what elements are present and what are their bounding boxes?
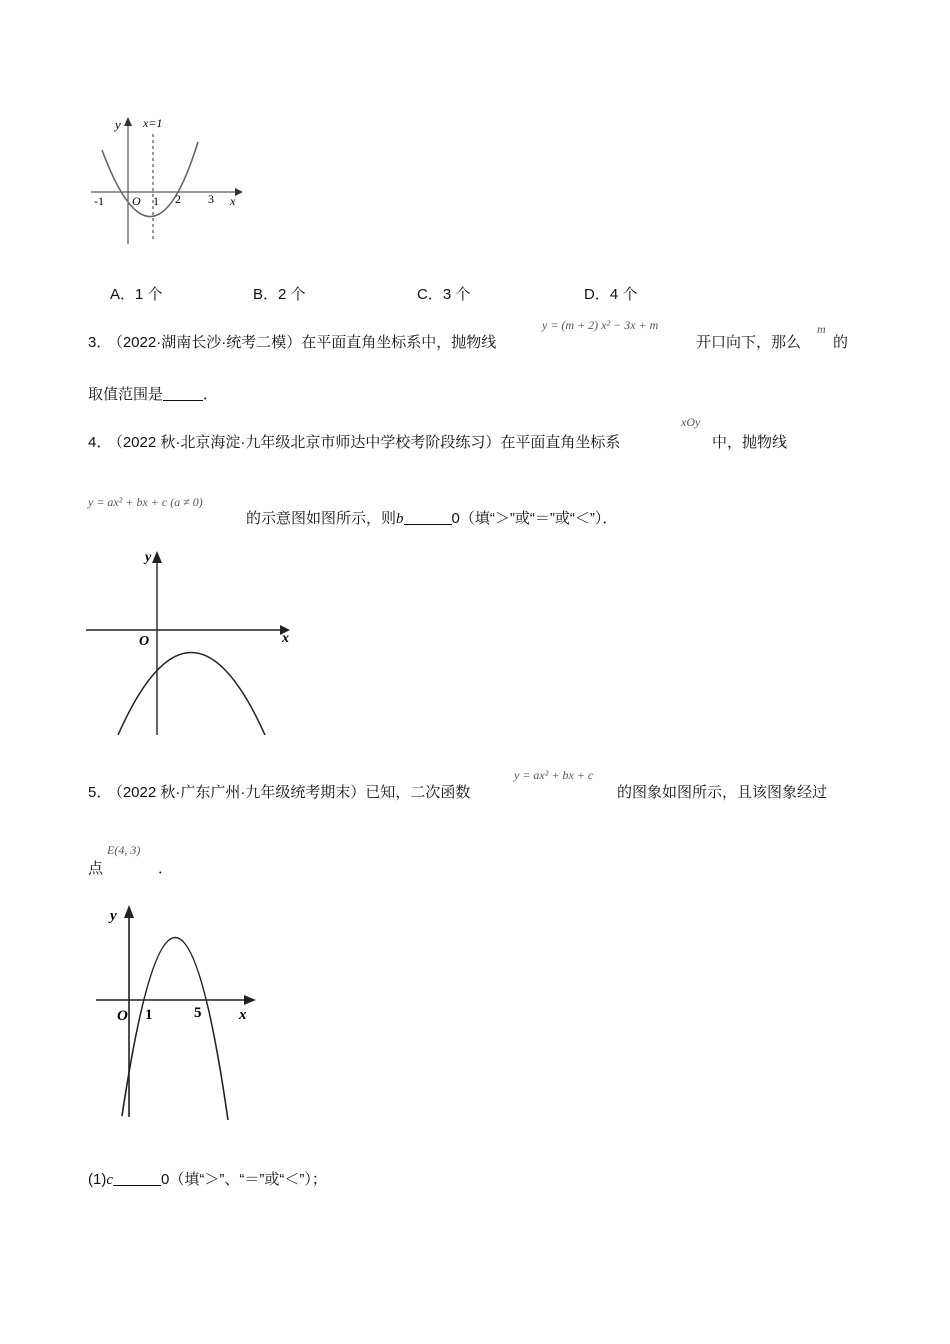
- question-text: ．: [203, 386, 219, 403]
- question-text: 中，抛物线: [712, 434, 788, 451]
- x-label: x: [282, 631, 289, 646]
- graph-1: [85, 112, 245, 247]
- tick-label: 1: [145, 1007, 153, 1023]
- question-5-line-1: [88, 781, 470, 802]
- tick-label: 2: [175, 192, 181, 206]
- x-label: x: [239, 1007, 247, 1023]
- option-c: C．3 个: [417, 286, 471, 303]
- question-text: 的: [833, 334, 849, 351]
- question-text: 的示意图如图所示，则: [246, 510, 397, 527]
- parabola-curve: [118, 653, 265, 736]
- y-axis-arrow: [124, 905, 134, 918]
- question-source: （2022·湖南长沙·统考二模）: [115, 334, 302, 351]
- question-text: 在平面直角坐标系中，抛物线: [301, 334, 497, 351]
- graph-2: [84, 545, 298, 740]
- tick-label: -1: [94, 194, 104, 208]
- question-4-line-2: [246, 507, 617, 528]
- question-text: 0（填“＞”、“＝”或“＜”）；: [161, 1171, 327, 1188]
- tick-label: 5: [194, 1005, 202, 1021]
- parabola-curve: [102, 142, 198, 217]
- x-eq-label: x=1: [143, 116, 163, 130]
- question-text: 0（填“＞”或“＝”或“＜”）．: [451, 510, 618, 527]
- question-3-line-2: [88, 383, 218, 404]
- option-b: B．2 个: [253, 286, 306, 303]
- question-text: 取值范围是: [88, 386, 164, 403]
- option-a: A．1 个: [110, 286, 163, 303]
- question-text: 点: [88, 860, 104, 877]
- x-axis-arrow: [235, 188, 243, 196]
- y-label: y: [110, 908, 117, 924]
- formula: y = (m + 2) x² − 3x + m: [542, 318, 659, 332]
- question-text: 的图象如图所示，且该图象经过: [617, 784, 828, 801]
- point-label: E(4, 3): [107, 843, 141, 857]
- variable: c: [106, 1172, 114, 1188]
- question-number: 4．: [88, 434, 112, 451]
- origin-label: O: [132, 194, 141, 208]
- question-number: 5．: [88, 784, 112, 801]
- question-4-line-1: [88, 431, 620, 452]
- question-5-part-1: [88, 1168, 327, 1189]
- y-axis-arrow: [152, 551, 162, 563]
- origin-label: O: [117, 1008, 128, 1024]
- formula: y = ax² + bx + c (a ≠ 0): [88, 495, 203, 509]
- question-text: ．: [158, 860, 174, 877]
- answer-blank[interactable]: [404, 510, 452, 525]
- y-axis-arrow: [124, 117, 132, 126]
- question-text: 开口向下，那么: [696, 334, 802, 351]
- graph-3: [94, 902, 264, 1122]
- x-label: x: [230, 194, 236, 208]
- parabola-curve: [122, 937, 228, 1120]
- tick-label: 3: [208, 192, 214, 206]
- y-label: y: [145, 550, 152, 565]
- origin-label: O: [139, 634, 150, 649]
- y-label: y: [115, 117, 121, 132]
- answer-blank[interactable]: [113, 1171, 161, 1186]
- question-3-line-1: [88, 331, 496, 352]
- question-number: 3．: [88, 334, 112, 351]
- answer-blank[interactable]: [163, 386, 203, 401]
- question-source: （2022 秋·广东广州·九年级统考期末）: [115, 784, 366, 801]
- variable: b: [396, 511, 404, 527]
- question-source: （2022 秋·北京海淀·九年级北京市师达中学校考阶段练习）: [115, 434, 501, 451]
- question-text: 已知，二次函数: [365, 784, 471, 801]
- option-d: D．4 个: [584, 286, 638, 303]
- plane-label: xOy: [681, 415, 701, 429]
- formula: y = ax² + bx + c: [514, 768, 594, 782]
- tick-label: 1: [153, 194, 159, 208]
- question-text: 在平面直角坐标系: [500, 434, 621, 451]
- x-axis-arrow: [244, 995, 256, 1005]
- variable: m: [817, 322, 826, 336]
- part-label: (1): [88, 1171, 107, 1188]
